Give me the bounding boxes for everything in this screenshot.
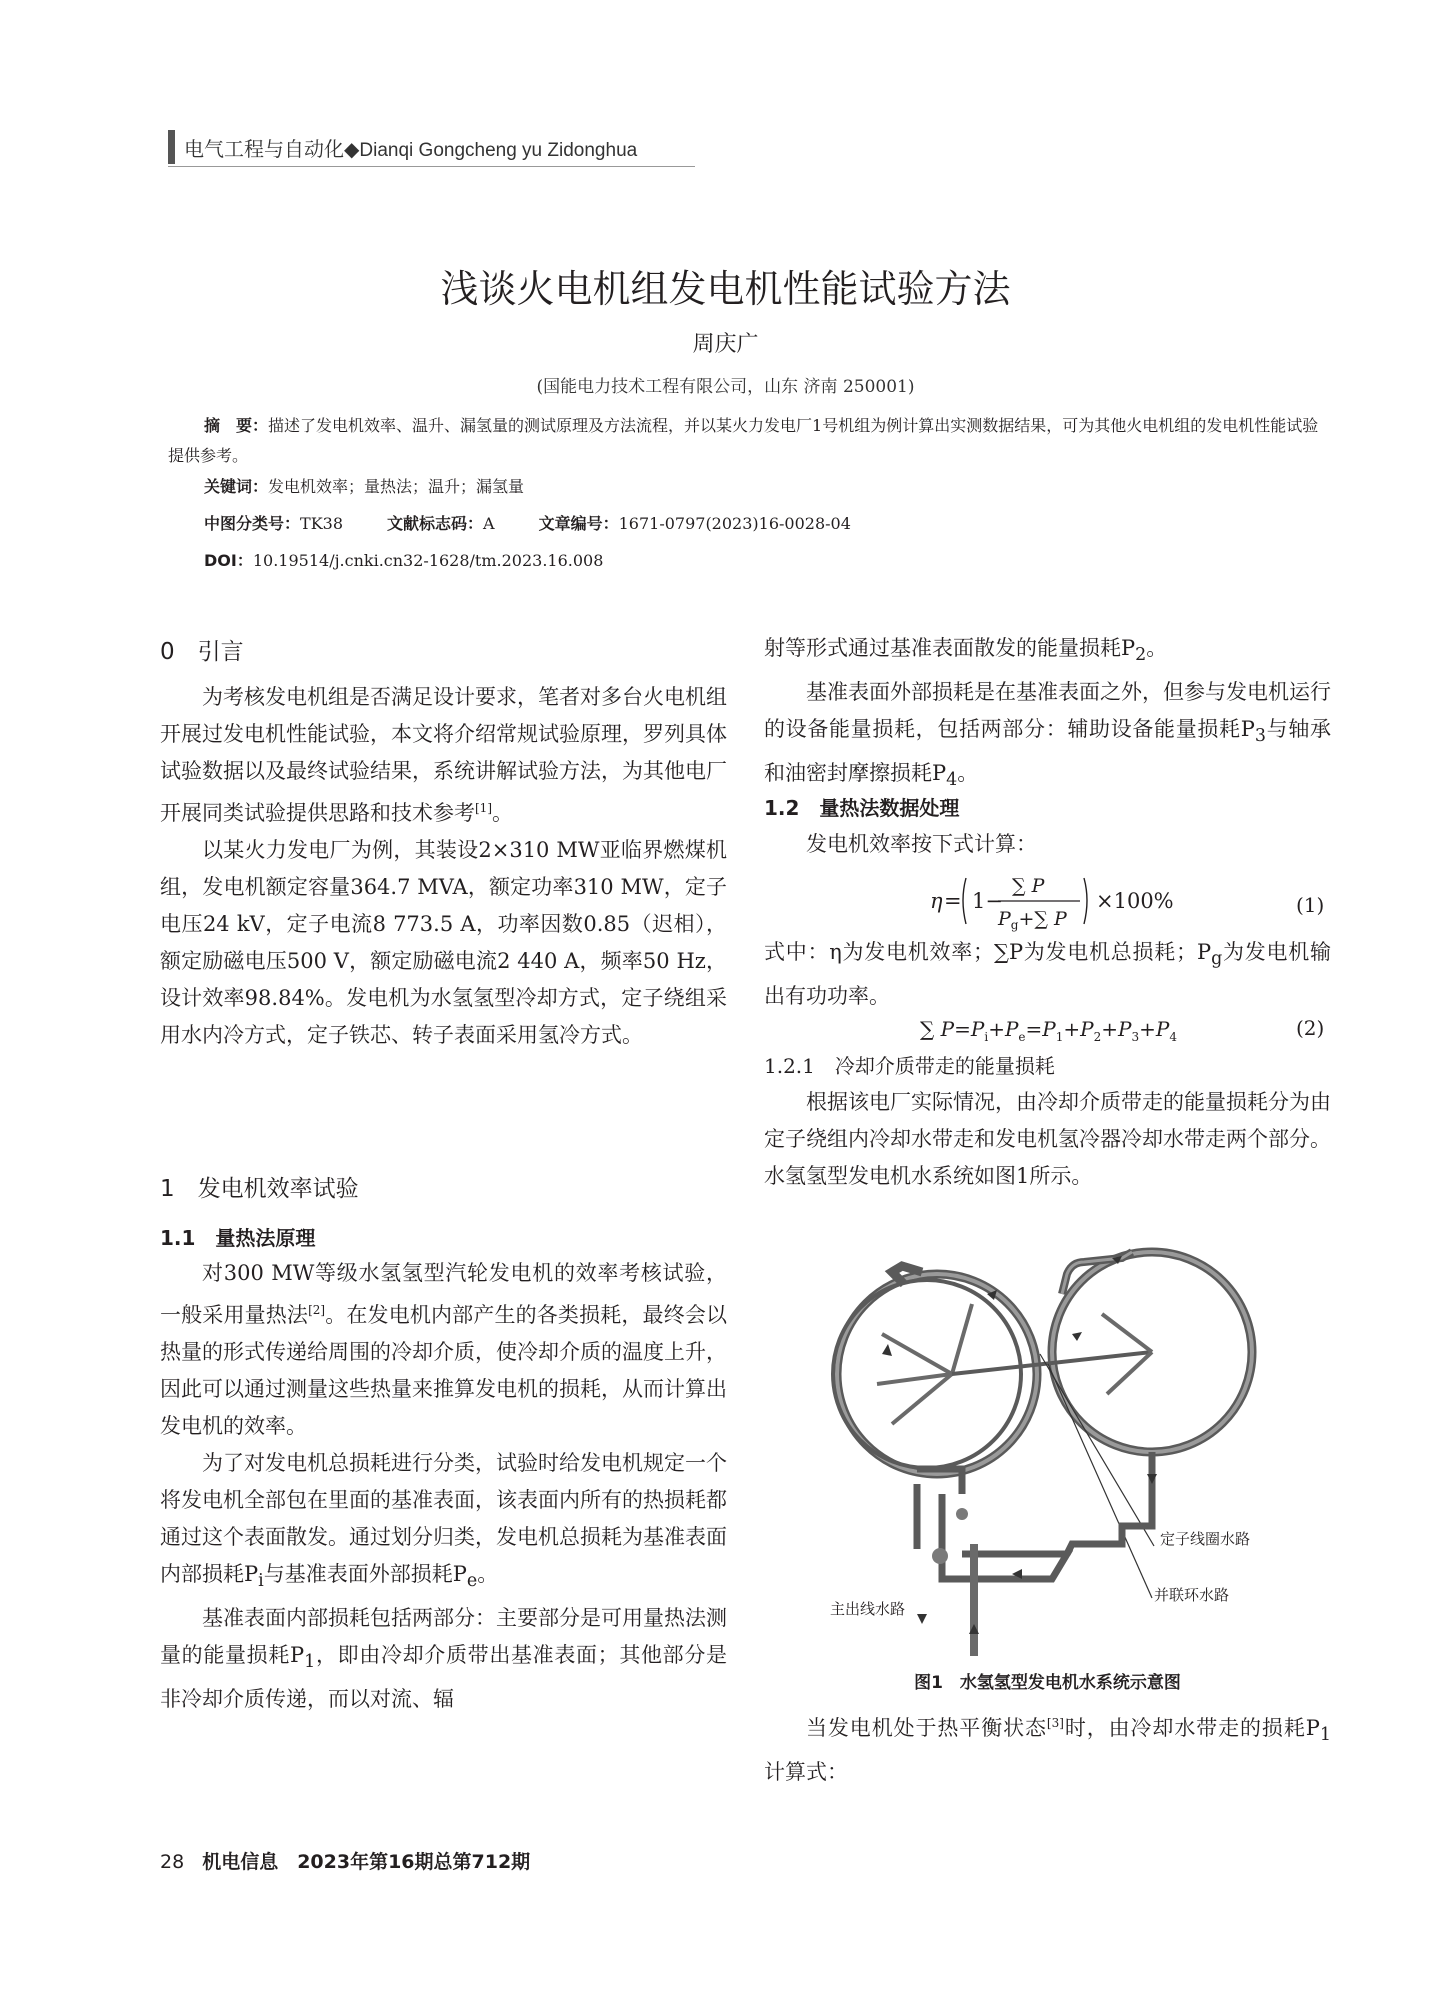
doc-code-label: 文献标志码： — [387, 514, 484, 533]
section-1-1-heading: 1.1 量热法原理 — [160, 1226, 316, 1250]
label-stator-waterway: 定子线圈水路 — [1160, 1530, 1251, 1548]
header-cn: 电气工程与自动化 — [184, 137, 344, 161]
article-no-value: 1671-0797(2023)16-0028-04 — [618, 514, 851, 533]
paragraph: 根据该电厂实际情况，由冷却介质带走的能量损耗分为由定子绕组内冷却水带走和发电机氢冷器冷却水带走两个部分。水氢氢型发电机水系统如图1所示。 — [764, 1090, 1331, 1188]
section-1-2-1-heading: 1.2.1 冷却介质带走的能量损耗 — [764, 1054, 1055, 1078]
equation-1-number: (1) — [1296, 893, 1325, 917]
right-column-top — [764, 630, 1331, 800]
paragraph: 基准表面内部损耗包括两部分：主要部分是可用量热法测量的能量损耗$P_1$，即由冷却介质带出基准表面；其他部分是非冷却介质传递，而以对流、辐 — [160, 1606, 728, 1712]
section-0-heading: 0 引言 — [160, 639, 244, 665]
label-main-outlet-waterway: 主出线水路 — [830, 1600, 906, 1618]
paper-title: 浅谈火电机组发电机性能试验方法 — [440, 267, 1011, 311]
section-1-1-body — [160, 1255, 727, 1718]
right-column-bottom — [764, 1705, 1331, 1791]
classification-label: 中图分类号： — [204, 514, 301, 533]
svg-text:=: = — [944, 889, 962, 913]
paragraph: 对300 MW等级水氢氢型汽轮发电机的效率考核试验，一般采用量热法[2]。在发电机内部产生的各类损耗，最终会以热量的形式传递给周围的冷却介质，使冷却介质的温度上升，因此可以通过测量这些热量来推算发电机的损耗，从而计算出发电机的效率。 — [160, 1261, 727, 1438]
svg-text:×100%: ×100% — [1096, 889, 1174, 913]
svg-text:∑ P=Pi+Pe=P1+P2+P3+P4: ∑ $P=P_i+P_e=P_1+P_2+P_3+P_4$ — [920, 1017, 1178, 1044]
label-parallel-ring-waterway: 并联环水路 — [1154, 1586, 1230, 1604]
author: 周庆广 — [692, 332, 759, 357]
section-1-2-heading: 1.2 量热法数据处理 — [764, 796, 960, 820]
doc-code-value: A — [483, 514, 495, 533]
abstract-text: 描述了发电机效率、温升、漏氢量的测试原理及方法流程，并以某火力发电厂1号机组为例计算出实测数据结果，可为其他火电机组的发电机性能试验提供参考。 — [168, 416, 1319, 465]
doi-line — [204, 546, 603, 576]
paragraph: 以某火力发电厂为例，其装设2×310 MW亚临界燃煤机组，发电机额定容量364.7 MVA，额定功率310 MW，定子电压24 kV，定子电流8 773.5 A，功率因数0.85（迟相），额定励磁电压500 V，额定励磁电流2 440 A，频率50 Hz，设计效率98.84%。发电机为水氢氢型冷却方式，定子绕组采用水内冷方式，定子铁芯、转子表面采用氢冷方式。 — [160, 838, 727, 1047]
paragraph: 为考核发电机组是否满足设计要求，笔者对多台火电机组开展过发电机性能试验，本文将介绍常规试验原理，罗列具体试验数据以及最终试验结果，系统讲解试验方法，为其他电厂开展同类试验提供思路和技术参考[1]。 — [160, 685, 727, 825]
header-bar — [168, 130, 175, 164]
svg-text:1−: 1− — [972, 889, 1003, 913]
section-0-body — [160, 679, 727, 1054]
paragraph: 为了对发电机总损耗进行分类，试验时给发电机规定一个将发电机全部包在里面的基准表面，该表面内所有的热损耗都通过这个表面散发。通过划分归类，发电机总损耗为基准表面内部损耗$P_i$与基准表面外部损耗$P_e$。 — [160, 1451, 727, 1592]
classification-value: TK38 — [300, 514, 343, 533]
citation: [3] — [1046, 1716, 1064, 1730]
doi-label: DOI： — [204, 551, 253, 570]
section-1-2-1-body — [764, 1084, 1331, 1195]
svg-text:η: η — [930, 889, 943, 913]
header-rule — [168, 166, 695, 167]
paragraph: 当发电机处于热平衡状态[3]时，由冷却水带走的损耗$P_1$计算式： — [764, 1716, 1332, 1785]
header-en: Dianqi Gongcheng yu Zidonghua — [359, 140, 638, 161]
keywords — [204, 472, 524, 502]
doi-value: 10.19514/j.cnki.cn32-1628/tm.2023.16.008 — [252, 551, 604, 570]
page-number: 28 — [160, 1851, 185, 1873]
svg-text:∑ P: ∑ P — [1012, 875, 1045, 897]
keywords-text: 发电机效率；量热法；温升；漏氢量 — [268, 477, 525, 496]
article-no-label: 文章编号： — [538, 514, 619, 533]
abstract-label: 摘 要： — [204, 416, 269, 435]
abstract — [168, 411, 1328, 471]
figure-1-water-system — [822, 1244, 1258, 1656]
equation-1-description: 式中：η为发电机效率；∑P为发电机总损耗；$P_g$为发电机输出有功功率。 — [764, 940, 1331, 1009]
page-footer — [160, 1847, 530, 1874]
citation: [1] — [475, 801, 492, 815]
citation: [2] — [308, 1303, 326, 1317]
header-separator: ◆ — [344, 137, 360, 161]
classification-line — [204, 509, 851, 539]
svg-text:Pg+∑ P: $P_g+\sum$ P — [998, 908, 1067, 932]
paragraph: 射等形式通过基准表面散发的能量损耗$P_2$。 — [764, 636, 1168, 666]
figure-1-caption: 图1 水氢氢型发电机水系统示意图 — [914, 1673, 1181, 1693]
journal-issue: 机电信息 2023年第16期总第712期 — [202, 1851, 531, 1873]
affiliation: (国能电力技术工程有限公司，山东 济南 250001) — [536, 377, 915, 397]
keywords-label: 关键词： — [204, 477, 269, 496]
equation-2-number: (2) — [1296, 1016, 1325, 1040]
equation-2 — [920, 1012, 1200, 1046]
section-1-heading: 1 发电机效率试验 — [160, 1176, 359, 1202]
paragraph: 基准表面外部损耗是在基准表面之外，但参与发电机运行的设备能量损耗，包括两部分：辅助设备能量损耗$P_3$与轴承和油密封摩擦损耗$P_4$。 — [764, 680, 1331, 791]
section-1-2-intro: 发电机效率按下式计算： — [806, 832, 1037, 856]
equation-1 — [900, 864, 1220, 934]
running-header — [184, 133, 637, 162]
